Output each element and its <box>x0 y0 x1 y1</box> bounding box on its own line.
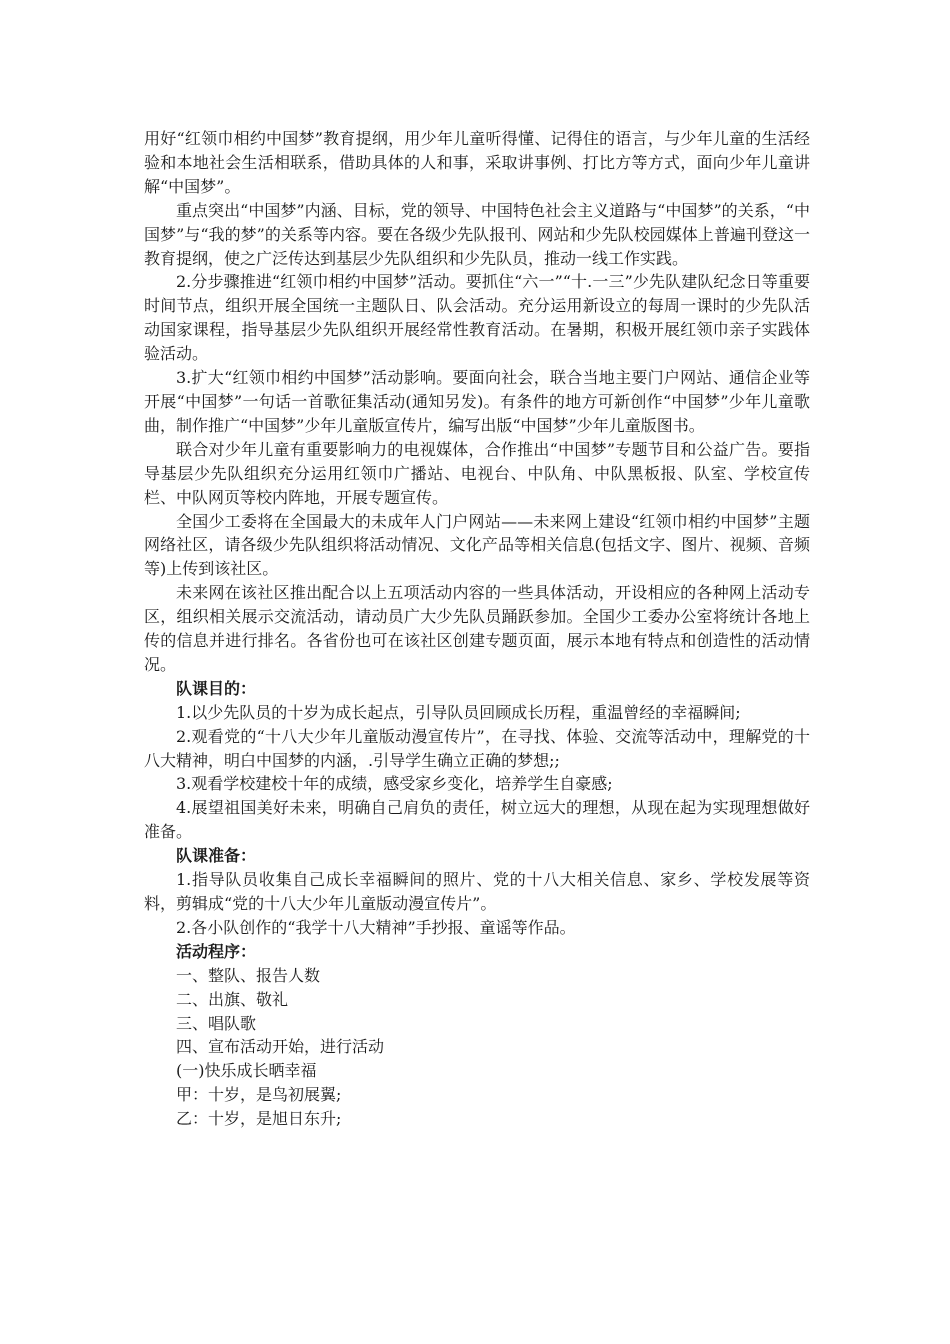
document-page <box>144 127 810 1131</box>
paragraph-6: 全国少工委将在全国最大的未成年人门户网站——未来网上建设“红领巾相约中国梦”主题网络社区，请各级少先队组织将活动情况、文化产品等相关信息(包括文字、图片、视频、音频等)上传到该社区。 <box>144 511 810 579</box>
goal-item-2: 2.观看党的“十八大少年儿童版动漫宣传片”，在寻找、体验、交流等活动中，理解党的十八大精神，明白中国梦的内涵，.引导学生确立正确的梦想;; <box>144 726 810 770</box>
prep-item-2: 2.各小队创作的“我学十八大精神”手抄报、童谣等作品。 <box>176 917 576 937</box>
procedure-step-4: 四、宣布活动开始，进行活动 <box>176 1037 385 1057</box>
section-heading-goals: 队课目的： <box>176 678 257 698</box>
goal-item-1: 1.以少先队员的十岁为成长起点，引导队员回顾成长历程，重温曾经的幸福瞬间; <box>176 702 741 722</box>
dialogue-line-1: 甲：十岁，是鸟初展翼; <box>176 1085 342 1105</box>
goal-item-3: 3.观看学校建校十年的成绩，感受家乡变化，培养学生自豪感; <box>176 774 613 794</box>
section-heading-procedure: 活动程序： <box>176 941 257 961</box>
paragraph-7: 未来网在该社区推出配合以上五项活动内容的一些具体活动，开设相应的各种网上活动专区，组织相关展示交流活动，请动员广大少先队员踊跃参加。全国少工委办公室将统计各地上传的信息并进行排名。各省份也可在该社区创建专题页面，展示本地有特点和创造性的活动情况。 <box>144 583 810 674</box>
paragraph-1: 用好“红领巾相约中国梦”教育提纲，用少年儿童听得懂、记得住的语言，与少年儿童的生活经验和本地社会生活相联系，借助具体的人和事，采取讲事例、打比方等方式，面向少年儿童讲解“中国梦”。 <box>144 129 810 196</box>
prep-item-1: 1.指导队员收集自己成长幸福瞬间的照片、党的十八大相关信息、家乡、学校发展等资料，剪辑成“党的十八大少年儿童版动漫宣传片”。 <box>144 870 810 913</box>
paragraph-4: 3.扩大“红领巾相约中国梦”活动影响。要面向社会，联合当地主要门户网站、通信企业等开展“中国梦”一句话一首歌征集活动(通知另发)。有条件的地方可新创作“中国梦”少年儿童歌曲，制作推广“中国梦”少年儿童版宣传片，编写出版“中国梦”少年儿童版图书。 <box>144 368 810 435</box>
procedure-subsection-1: (一)快乐成长晒幸福 <box>176 1061 317 1081</box>
procedure-step-2: 二、出旗、敬礼 <box>176 989 289 1009</box>
procedure-step-3: 三、唱队歌 <box>176 1013 257 1033</box>
paragraph-5: 联合对少年儿童有重要影响力的电视媒体，合作推出“中国梦”专题节目和公益广告。要指导基层少先队组织充分运用红领巾广播站、电视台、中队角、中队黑板报、队室、学校宣传栏、中队网页等校内阵地，开展专题宣传。 <box>144 439 810 507</box>
paragraph-3: 2.分步骤推进“红领巾相约中国梦”活动。要抓住“六一”“十.一三”少先队建队纪念日等重要时间节点，组织开展全国统一主题队日、队会活动。充分运用新设立的每周一课时的少先队活动国家课程，指导基层少先队组织开展经常性教育活动。在暑期，积极开展红领巾亲子实践体验活动。 <box>144 272 810 364</box>
goal-item-4: 4.展望祖国美好未来，明确自己肩负的责任，树立远大的理想，从现在起为实现理想做好准备。 <box>144 798 810 842</box>
procedure-step-1: 一、整队、报告人数 <box>176 965 321 985</box>
dialogue-line-2: 乙：十岁，是旭日东升; <box>176 1109 342 1129</box>
paragraph-2: 重点突出“中国梦”内涵、目标，党的领导、中国特色社会主义道路与“中国梦”的关系，“中国梦”与“我的梦”的关系等内容。要在各级少先队报刊、网站和少先队校园媒体上普遍刊登这一教育提纲，使之广泛传达到基层少先队组织和少先队员，推动一线工作实践。 <box>144 200 810 268</box>
section-heading-preparation: 队课准备： <box>176 846 257 866</box>
